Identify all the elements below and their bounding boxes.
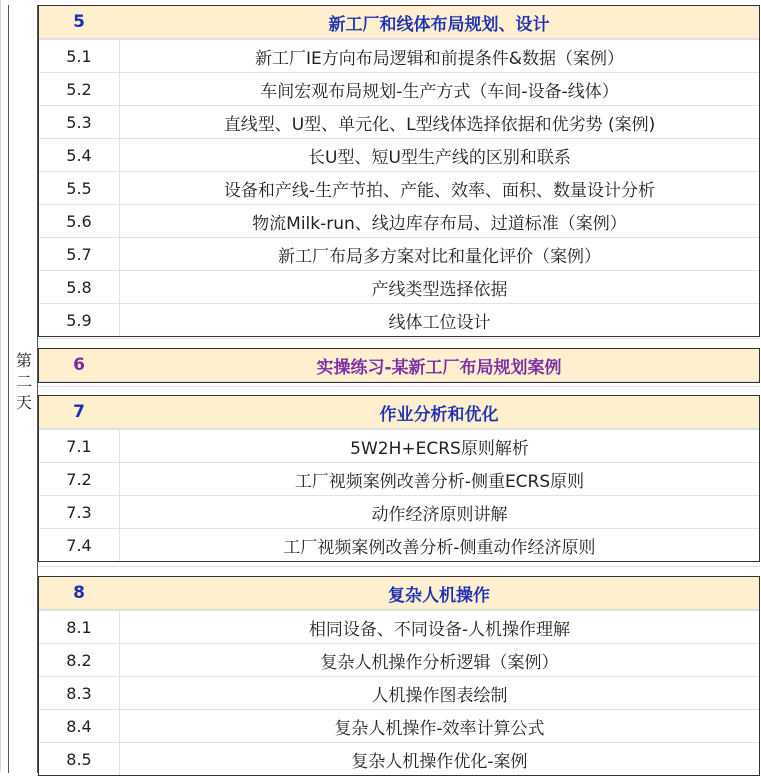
table-row — [39, 676, 759, 709]
table-row — [39, 171, 759, 204]
item-number: 7.2 — [66, 469, 92, 489]
table-row — [39, 138, 759, 171]
item-text: 设备和产线-生产节拍、产能、效率、面积、数量设计分析 — [119, 172, 759, 204]
table-row — [39, 429, 759, 462]
day-label-char: 天 — [15, 393, 32, 412]
item-text: 长U型、短U型生产线的区别和联系 — [119, 139, 759, 171]
item-text: 复杂人机操作优化-案例 — [119, 743, 759, 775]
item-number: 7.1 — [66, 436, 92, 456]
section-5 — [38, 5, 760, 337]
item-text: 新工厂IE方向布局逻辑和前提条件&数据（案例） — [119, 40, 759, 72]
section-header — [39, 6, 759, 39]
item-number: 5.6 — [66, 211, 92, 231]
table-row — [39, 72, 759, 105]
grid-line — [0, 0, 1, 772]
item-text: 复杂人机操作-效率计算公式 — [119, 710, 759, 742]
item-text: 相同设备、不同设备-人机操作理解 — [119, 611, 759, 643]
item-text: 动作经济原则讲解 — [119, 496, 759, 528]
table-row — [39, 495, 759, 528]
item-text: 复杂人机操作分析逻辑（案例） — [119, 644, 759, 676]
day-column — [8, 5, 38, 773]
item-text: 5W2H+ECRS原则解析 — [119, 430, 759, 462]
item-number: 5.9 — [66, 310, 92, 330]
day-label-char: 第 — [15, 351, 32, 370]
item-number: 5.4 — [66, 145, 92, 165]
item-text: 物流Milk-run、线边库存布局、过道标准（案例） — [119, 205, 759, 237]
item-text: 新工厂布局多方案对比和量化评价（案例） — [119, 238, 759, 270]
item-number: 5.7 — [66, 244, 92, 264]
item-text: 车间宏观布局规划-生产方式（车间-设备-线体） — [119, 73, 759, 105]
item-number: 7.3 — [66, 502, 92, 522]
item-text: 人机操作图表绘制 — [119, 677, 759, 709]
table-row — [39, 303, 759, 336]
item-text: 直线型、U型、单元化、L型线体选择依据和优劣势 (案例) — [119, 106, 759, 138]
table-row — [39, 237, 759, 270]
section-6 — [38, 348, 760, 383]
item-number: 5.2 — [66, 79, 92, 99]
table-row — [39, 462, 759, 495]
table-row — [39, 610, 759, 643]
item-number: 8.1 — [66, 617, 92, 637]
table-row — [39, 742, 759, 775]
item-number: 5.1 — [66, 46, 92, 66]
row-divider — [38, 386, 760, 387]
section-header — [39, 396, 759, 429]
section-header — [39, 577, 759, 610]
section-8 — [38, 576, 760, 776]
table-row — [39, 39, 759, 72]
table-row — [39, 204, 759, 237]
item-text: 产线类型选择依据 — [119, 271, 759, 303]
section-number: 7 — [73, 402, 85, 422]
section-number: 5 — [73, 12, 85, 32]
table-row — [39, 709, 759, 742]
item-number: 8.5 — [66, 749, 92, 769]
item-number: 8.3 — [66, 683, 92, 703]
section-number: 8 — [73, 583, 85, 603]
section-title: 新工厂和线体布局规划、设计 — [328, 14, 550, 35]
table-row — [39, 528, 759, 561]
table-row — [39, 270, 759, 303]
table-row — [39, 643, 759, 676]
day-label — [9, 350, 39, 413]
item-number: 5.5 — [66, 178, 92, 198]
item-number: 8.2 — [66, 650, 92, 670]
row-divider — [38, 566, 760, 567]
section-7 — [38, 395, 760, 562]
item-number: 7.4 — [66, 535, 92, 555]
section-title: 作业分析和优化 — [379, 404, 499, 425]
section-title: 实操练习-某新工厂布局规划案例 — [316, 357, 562, 378]
item-text: 工厂视频案例改善分析-侧重ECRS原则 — [119, 463, 759, 495]
table-row — [39, 105, 759, 138]
row-divider — [38, 338, 760, 339]
day-label-char: 二 — [15, 372, 32, 391]
section-title: 复杂人机操作 — [388, 585, 490, 606]
item-number: 5.3 — [66, 112, 92, 132]
item-text: 线体工位设计 — [119, 304, 759, 336]
section-number: 6 — [73, 355, 85, 375]
section-header — [39, 349, 759, 382]
item-number: 5.8 — [66, 277, 92, 297]
item-text: 工厂视频案例改善分析-侧重动作经济原则 — [119, 529, 759, 561]
item-number: 8.4 — [66, 716, 92, 736]
